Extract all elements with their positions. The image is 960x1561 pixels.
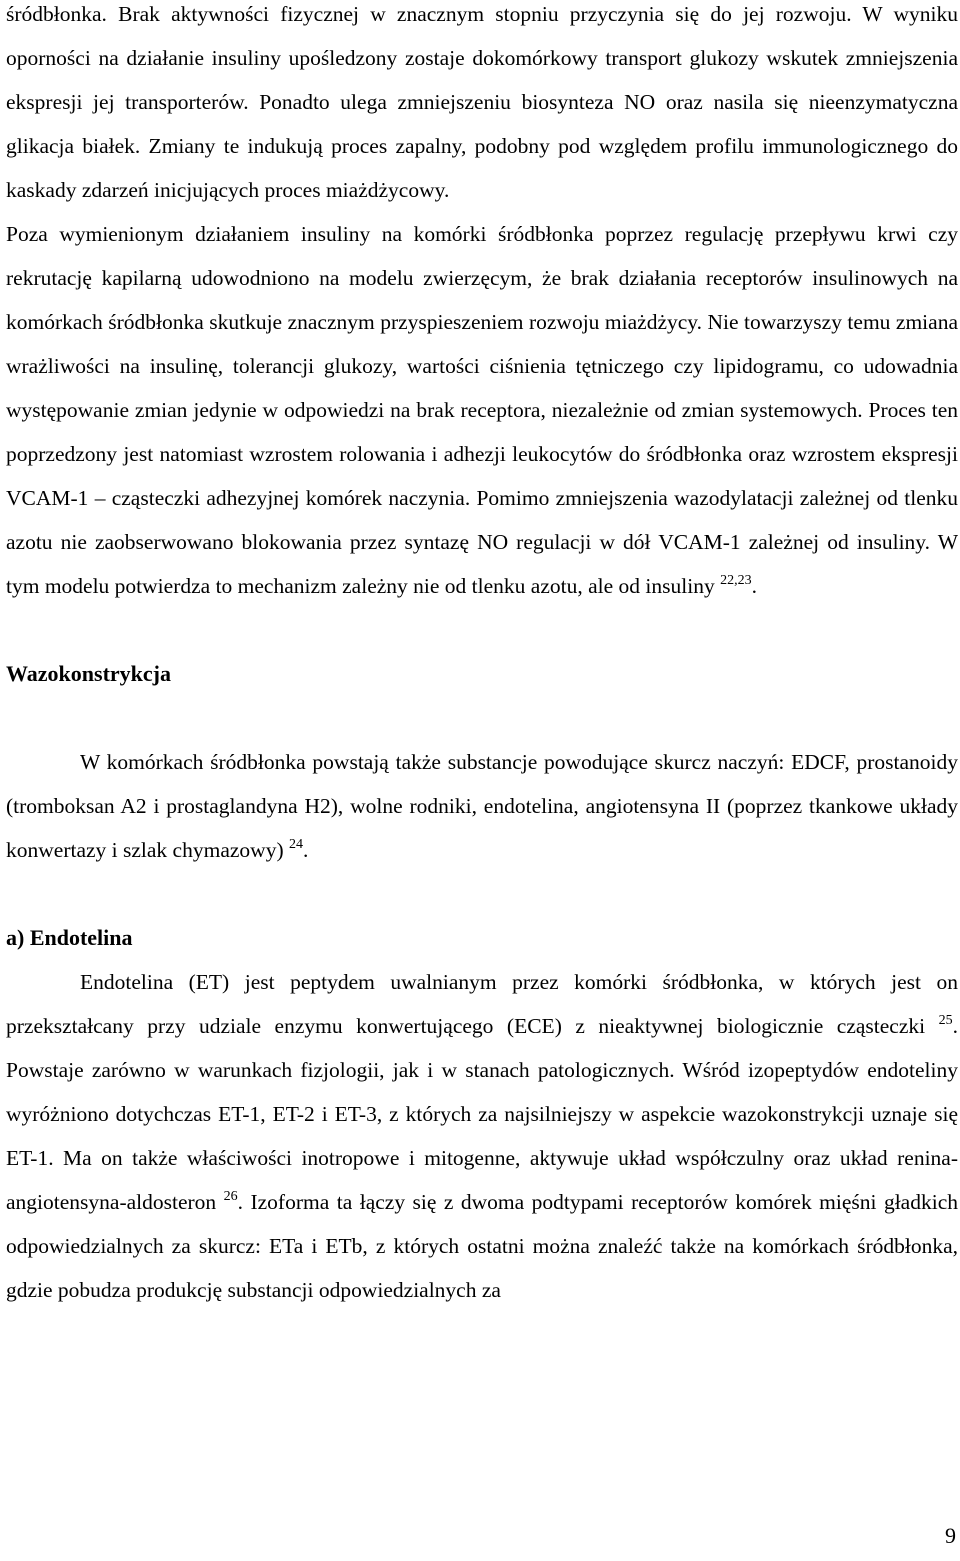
subsection-heading-endothelin: a) Endotelina <box>6 925 133 950</box>
paragraph-endothelin <box>6 960 958 1312</box>
paragraph-tail: . <box>751 574 757 598</box>
spacer <box>6 696 958 740</box>
citation-superscript: 25 <box>938 1013 953 1028</box>
paragraph-tail: . <box>302 838 309 862</box>
citation-superscript: 24 <box>288 837 303 852</box>
citation-superscript: 22,23 <box>720 573 752 588</box>
page-number: 9 <box>945 1523 956 1548</box>
section-heading-vasoconstriction: Wazokonstrykcja <box>6 661 171 686</box>
paragraph-insulin-receptors <box>6 212 958 608</box>
paragraph-text: Poza wymienionym działaniem insuliny na komórki śródbłonka poprzez regulację przepływu krwi czy rekrutację kapilarną udowodniono na modelu zwierzęcym, że brak działania receptorów insulinowych na komórkach śródbłonka skutkuje znacznym przyspieszeniem rozwoju miażdżycy. Nie towarzyszy temu zmiana wrażliwości na insulinę, tolerancji glukozy, wartości ciśnienia tętniczego czy lipidogramu, co udowadnia występowanie zmian jedynie w odpowiedzi na brak receptora, niezależnie od zmian systemowych. Proces ten poprzedzony jest natomiast wzrostem rolowania i adhezji leukocytów do śródbłonka oraz wzrostem ekspresji VCAM-1 – cząsteczki adhezyjnej komórek naczynia. Pomimo zmniejszenia wazodylatacji zależnej od tlenku azotu nie zaobserwowano blokowania przez syntazę NO regulacji w dół VCAM-1 zależnej od insuliny. W tym modelu potwierdza to mechanizm zależny nie od tlenku azotu, ale od insuliny <box>6 222 958 598</box>
paragraph-insulin-resistance <box>6 0 958 212</box>
paragraph-vasoconstriction <box>6 740 958 872</box>
document-page <box>6 0 958 1312</box>
paragraph-text: . Powstaje zarówno w warunkach fizjologii, jak i w stanach patologicznych. Wśród izopeptydów endoteliny wyróżniono dotychczas ET-1, ET-2 i ET-3, z których za najsilniejszy w aspekcie wazokonstrykcji uznaje się ET-1. Ma on także właściwości inotropowe i mitogenne, aktywuje układ współczulny oraz układ renina-angiotensyna-aldosteron <box>6 1014 958 1214</box>
paragraph-text: Endotelina (ET) jest peptydem uwalnianym przez komórki śródbłonka, w których jest on przekształcany przy udziale enzymu konwertującego (ECE) z nieaktywnej biologicznie cząsteczki <box>6 970 958 1038</box>
paragraph-text: . Izoforma ta łączy się z dwoma podtypami receptorów komórek mięśni gładkich odpowiedzialnych za skurcz: ETa i ETb, z których ostatni można znaleźć także na komórkach śródbłonka, gdzie pobudza produkcję substancji odpowiedzialnych za <box>6 1190 958 1302</box>
paragraph-text: śródbłonka. Brak aktywności fizycznej w znacznym stopniu przyczynia się do jej rozwoju. W wyniku oporności na działanie insuliny upośledzony zostaje dokomórkowy transport glukozy wskutek zmniejszenia ekspresji jej transporterów. Ponadto ulega zmniejszeniu biosynteza NO oraz nasila się nieenzymatyczna glikacja białek. Zmiany te indukują proces zapalny, podobny pod względem profilu immunologicznego do kaskady zdarzeń inicjujących proces miażdżycowy. <box>6 2 958 202</box>
paragraph-text: W komórkach śródbłonka powstają także substancje powodujące skurcz naczyń: EDCF, prostanoidy (tromboksan A2 i prostaglandyna H2), wolne rodniki, endotelina, angiotensyna II (poprzez tkankowe układy konwertazy i szlak chymazowy) <box>6 750 958 862</box>
citation-superscript: 26 <box>223 1189 238 1204</box>
